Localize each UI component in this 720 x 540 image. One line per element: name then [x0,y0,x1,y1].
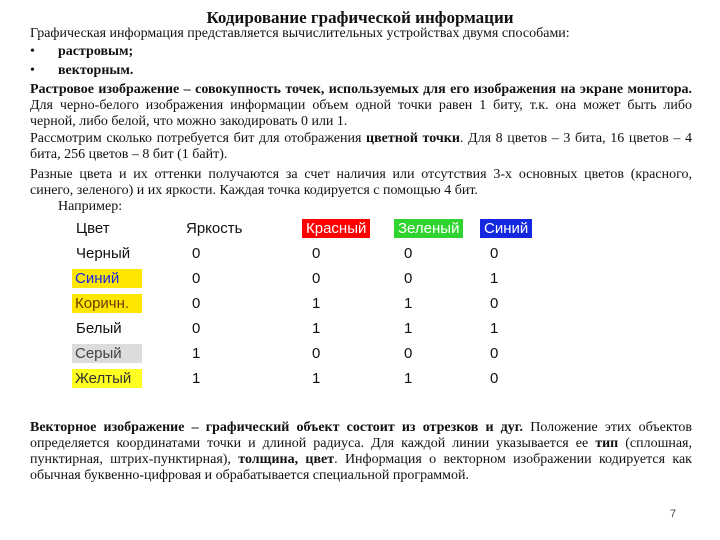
row-name: Белый [76,320,122,337]
cell-value: 0 [192,295,201,312]
bullet-vector: • векторным. [30,63,134,78]
raster-rest: Для черно-белого изображения информации объем одной точки равен 1 биту, т.к. она может быть либо черной, либо белой, что можно закодировать 0 или 1. [30,98,692,129]
cell-value: 0 [490,370,499,387]
header-red: Красный [302,219,370,238]
cell-value: 1 [312,320,321,337]
cell-value: 0 [490,345,499,362]
table-row [72,241,540,266]
cell-value: 1 [404,370,413,387]
table-row [72,291,540,316]
cell-value: 0 [312,345,321,362]
vector-rest2: (сплошная, пунктирная, штрих-пунктирная), [30,436,692,467]
row-name: Коричн. [72,294,142,313]
bullet-vector-label: векторным. [58,63,134,78]
cell-value: 0 [404,245,413,262]
vector-rest1: Положение этих объектов определяется координатами точки и длиной радиуса. Для каждой линии указывается ее [30,420,692,451]
vector-term: Векторное изображение – графический объект состоит из отрезков и дуг. [30,420,524,435]
bullet-raster: • растровым; [30,44,134,59]
header-green: Зеленый [394,219,463,238]
cell-value: 1 [404,295,413,312]
vector-rest3: . Информация о векторном изображении кодируется как обычная буквенно-цифровая и обрабатывается специальной программой. [30,452,692,483]
row-name: Черный [76,245,131,262]
cell-value: 0 [312,245,321,262]
header-blue: Синий [480,219,532,238]
page-number: 7 [670,508,677,520]
cell-value: 1 [490,320,499,337]
color-coding-table [72,216,540,391]
table-row [72,366,540,391]
cell-value: 1 [312,370,321,387]
cell-value: 0 [192,320,201,337]
vector-paragraph [30,420,692,484]
table-row [72,341,540,366]
table-row [72,266,540,291]
row-name: Синий [72,269,142,288]
cell-value: 1 [192,345,201,362]
color-bold: цветной точки [366,131,460,146]
header-brightness: Яркость [186,220,243,237]
color-paragraph [30,131,692,163]
example-label: Например: [58,199,123,214]
bullet-raster-label: растровым; [58,44,134,59]
table-header-row [72,216,540,241]
cell-value: 0 [312,270,321,287]
vector-bold2: толщина, цвет [238,452,335,467]
color-lead: Рассмотрим сколько потребуется бит для отображения [30,131,367,146]
intro-text: Графическая информация представляется вычислительных устройствах двумя способами: [30,26,570,41]
cell-value: 0 [192,270,201,287]
cell-value: 1 [404,320,413,337]
table-row [72,316,540,341]
cell-value: 0 [490,295,499,312]
cell-value: 0 [404,270,413,287]
cell-value: 0 [404,345,413,362]
cell-value: 1 [490,270,499,287]
vector-bold1: тип [595,436,619,451]
cell-value: 0 [490,245,499,262]
raster-paragraph [30,82,692,130]
cell-value: 0 [192,245,201,262]
row-name: Серый [72,344,142,363]
cell-value: 1 [192,370,201,387]
raster-term: Растровое изображение – совокупность точек, используемых для его изображения на экране монитора. [30,82,692,97]
page-title: Кодирование графической информации [206,8,514,27]
mix-text: Разные цвета и их оттенки получаются за счет наличия или отсутствия 3-х основных цветов (красного, синего, зеленого) и их яркости. Каждая точка кодируется с помощью 4 бит. [30,167,692,198]
mix-paragraph [30,167,692,215]
color-rest: . Для 8 цветов – 3 бита, 16 цветов – 4 бита, 256 цветов – 8 бит (1 байт). [30,131,692,162]
header-color: Цвет [76,220,110,237]
cell-value: 1 [312,295,321,312]
row-name: Желтый [72,369,142,388]
